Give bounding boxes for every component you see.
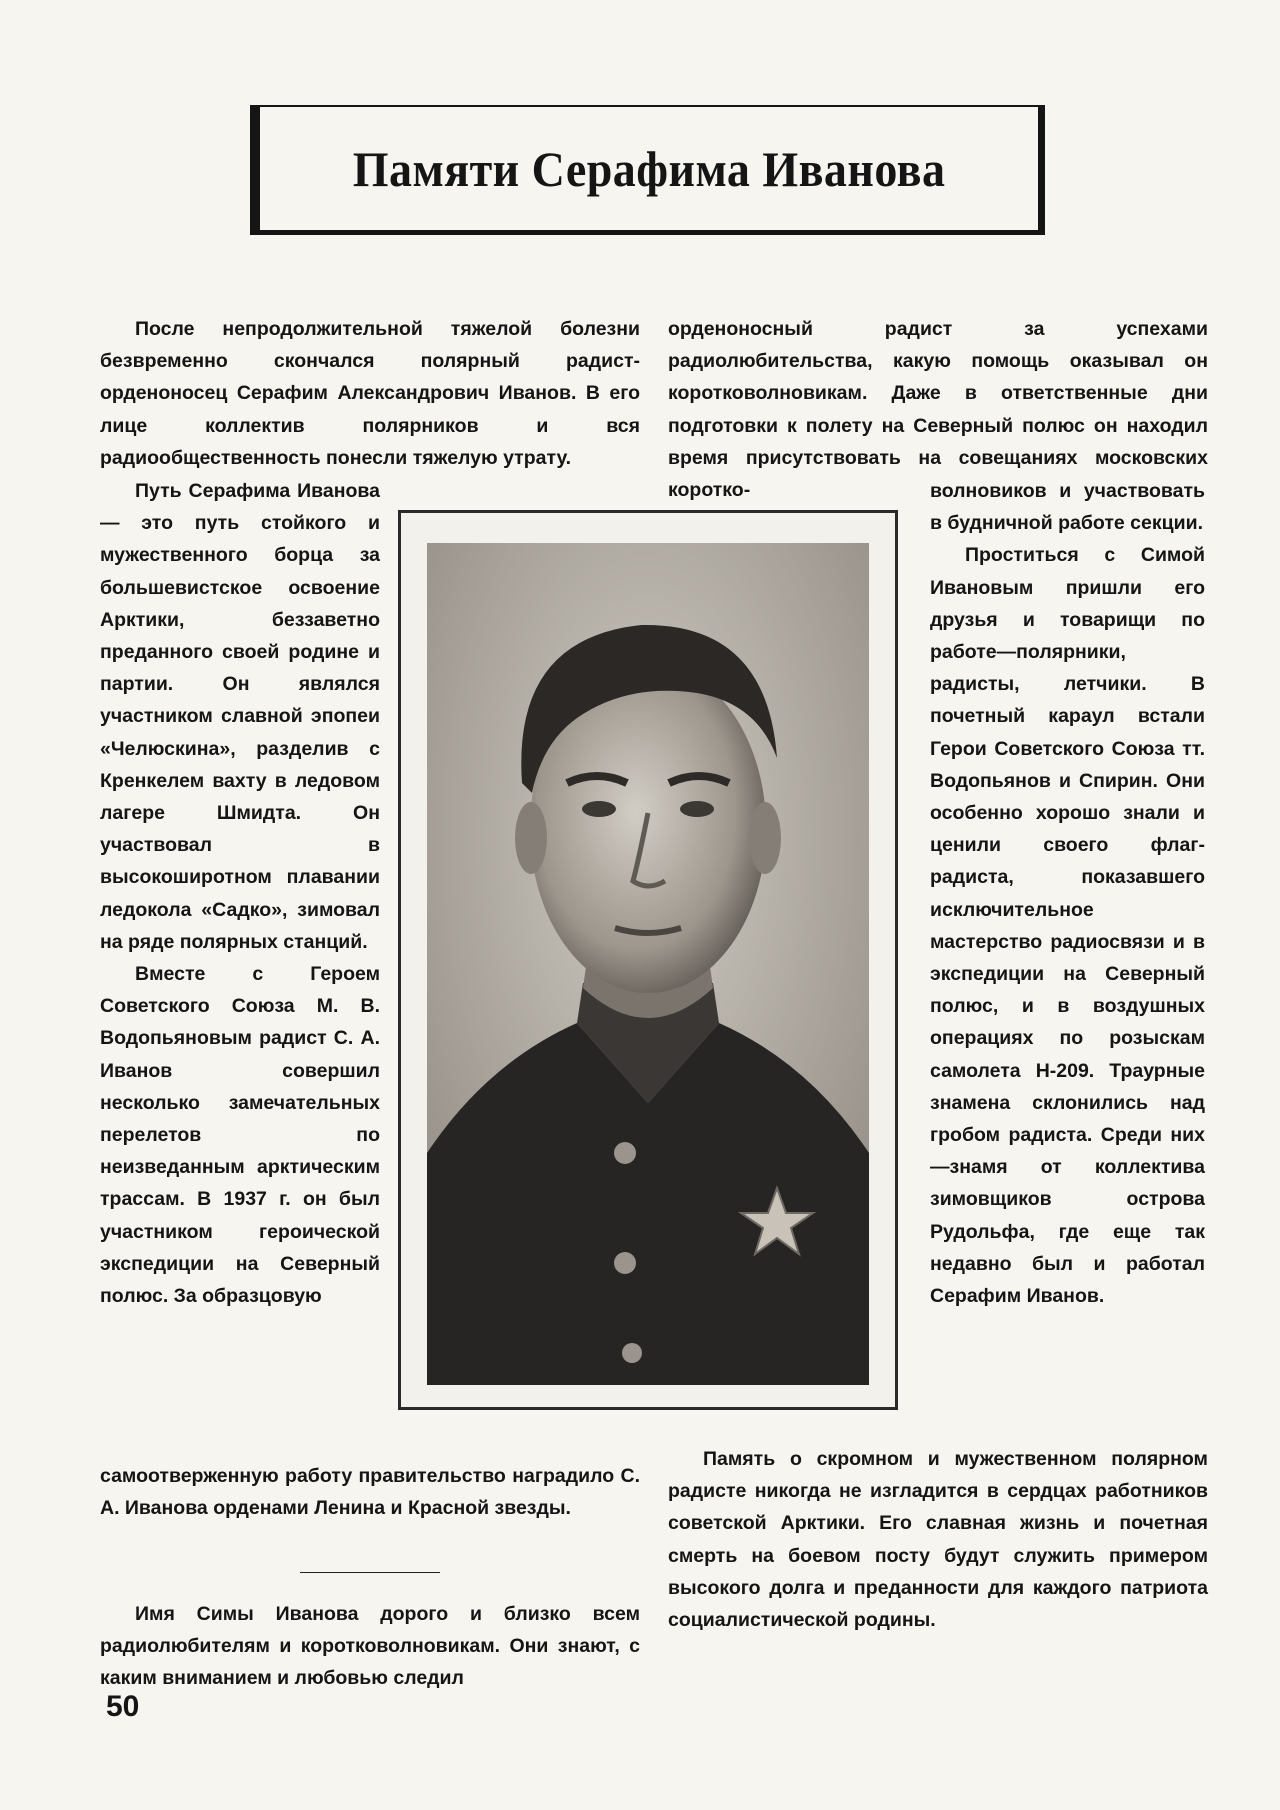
paragraph-4: Имя Симы Иванова дорого и близко всем радиолюбителям и коротковолновикам. Они знают, с каким вниманием и любовью следил <box>100 1603 640 1690</box>
section-divider <box>300 1572 440 1573</box>
left-column-continuation <box>100 1460 640 1524</box>
title-box <box>250 105 1045 235</box>
paragraph-2: Путь Серафима Иванова — это путь стойкого и мужественного борца за большевистское освоение Арктики, беззаветно преданного своей родине и партии. Он являлся участником славной эпопеи «Челюскина», разделив с Кренкелем вахту в ледовом лагере Шмидта. Он участвовал в высокоширотном плавании ледокола «Садко», зимовал на ряде полярных станций. <box>100 480 380 953</box>
paragraph-6: Память о скромном и мужественном полярном радисте никогда не изгладится в сердцах работников советской Арктики. Его славная жизнь и почетная смерть на боевом посту будут служить примером высокого долга и преданности для каждого патриота социалистической родины. <box>668 1448 1208 1632</box>
paragraph-5: Проститься с Симой Ивановым пришли его друзья и товарищи по работе—полярники, радисты, летчики. В почетный караул встали Герои Советского Союза тт. Водопьянов и Спирин. Они особенно хорошо знали и ценили своего флаг-радиста, показавшего исключительное мастерство радиосвязи и в экспедиции на Северный полюс, и в воздушных операциях по розыскам самолета Н-209. Траурные знамена склонились над гробом радиста. Среди них—знамя от коллектива зимовщиков острова Рудольфа, где еще так недавно был и работал Серафим Иванов. <box>930 544 1205 1308</box>
portrait-photo-frame <box>398 510 898 1410</box>
left-column-intro <box>100 313 640 474</box>
paragraph-1: После непродолжительной тяжелой болезни безвременно скончался полярный радист-орденоносец Серафим Александрович Иванов. В его лице коллектив полярников и вся радиообщественность понесли тяжелую утрату. <box>100 318 640 469</box>
right-column-bottom <box>668 1443 1208 1636</box>
paragraph-4-continuation: орденоносный радист за успехами радиолюбительства, какую помощь оказывал он коротковолновикам. Даже в ответственные дни подготовки к полету на Северный полюс он находил время присутствовать на совещаниях московских коротко- <box>668 318 1208 502</box>
page-number: 50 <box>106 1690 140 1723</box>
paragraph-3: Вместе с Героем Советского Союза М. В. Водопьяновым радист С. А. Иванов совершил несколько замечательных перелетов по неизведанным арктическим трассам. В 1937 г. он был участником героической экспедиции на Северный полюс. За образцовую <box>100 963 380 1308</box>
article-title: Памяти Серафима Иванова <box>352 140 946 197</box>
right-column-narrow-text <box>930 475 1205 1312</box>
portrait-photo <box>427 543 869 1385</box>
paragraph-3-continuation: самоотверженную работу правительство наградило С. А. Иванова орденами Ленина и Красной звезды. <box>100 1465 640 1520</box>
left-column-bottom <box>100 1598 640 1695</box>
left-column-narrow-text <box>100 475 380 1312</box>
paragraph-4-end: волновиков и участвовать в будничной работе секции. <box>930 480 1205 535</box>
